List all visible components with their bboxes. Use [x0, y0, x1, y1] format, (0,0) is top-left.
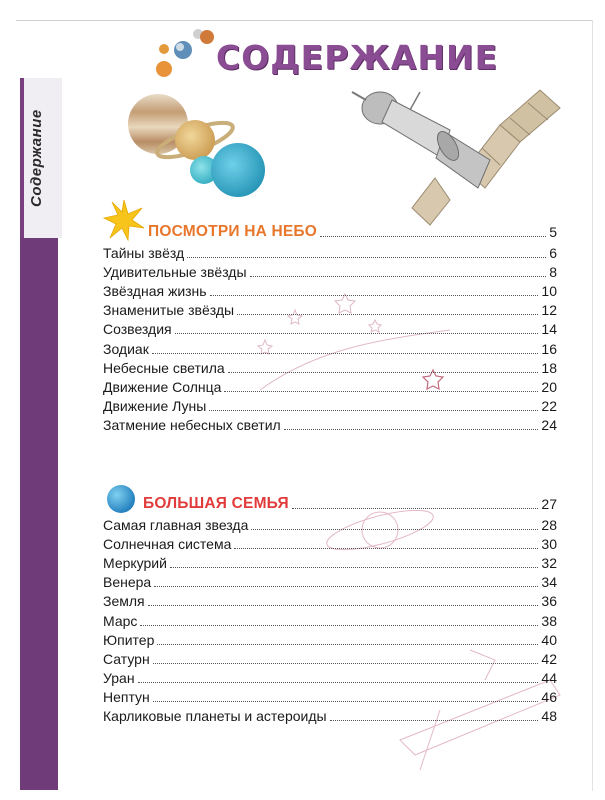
dot-leader [209, 410, 538, 411]
toc-item-label: Карликовые планеты и астероиды [103, 708, 327, 724]
toc-item-label: Зодиак [103, 340, 149, 357]
dot-leader [140, 625, 538, 626]
toc-item[interactable] [103, 515, 557, 534]
page-number: 20 [541, 378, 557, 395]
dot-leader [228, 372, 539, 373]
page-number: 18 [541, 359, 557, 376]
sun-icon [102, 198, 146, 242]
side-tab [20, 78, 62, 238]
side-tab-label: Содержание [28, 109, 45, 207]
section-heading[interactable] [148, 222, 557, 241]
dot-leader [284, 429, 539, 430]
toc-item-label: Движение Луны [103, 397, 207, 414]
toc-item[interactable] [103, 339, 557, 358]
dot-leader [187, 257, 546, 258]
page-title: СОДЕРЖАНИЕ [216, 38, 499, 77]
side-band [20, 238, 58, 790]
dot-leader [153, 701, 539, 702]
mars-icon [200, 30, 214, 44]
toc-item-label: Удивительные звёзды [103, 264, 247, 281]
dot-leader [251, 529, 538, 530]
toc-item-label: Солнечная система [103, 536, 232, 553]
dot-leader [148, 605, 539, 606]
page-number: 38 [541, 612, 557, 629]
page-number: 5 [549, 224, 557, 240]
page-number: 8 [549, 264, 557, 281]
neptune-icon [211, 143, 265, 197]
toc-item[interactable] [103, 687, 557, 706]
page-number: 34 [541, 574, 557, 591]
toc-item[interactable] [103, 591, 557, 610]
spacecraft-illustration [350, 70, 575, 230]
dot-leader [152, 353, 539, 354]
dot-leader [175, 333, 539, 334]
toc-item-label: Движение Солнца [103, 378, 222, 395]
toc-item-label: Уран [103, 669, 135, 686]
soyuz-icon [352, 90, 560, 225]
saturn-icon [175, 120, 215, 160]
toc-item[interactable] [103, 358, 557, 377]
dot-leader [330, 720, 539, 721]
toc-item[interactable] [103, 415, 557, 434]
toc-item[interactable] [103, 243, 557, 262]
toc-item-label: Знаменитые звёзды [103, 302, 235, 319]
toc-item[interactable] [103, 611, 557, 630]
toc-item-label: Звёздная жизнь [103, 283, 207, 300]
dot-leader [224, 391, 538, 392]
toc-item[interactable] [103, 630, 557, 649]
page-number: 40 [541, 631, 557, 648]
toc-item[interactable] [103, 319, 557, 338]
dot-leader [292, 508, 539, 509]
toc-item[interactable] [103, 281, 557, 300]
planet-icon [104, 482, 138, 516]
toc-item-label: Юпитер [103, 631, 155, 648]
page-number: 6 [549, 245, 557, 261]
dot-leader [237, 314, 538, 315]
dot-leader [154, 586, 538, 587]
section-heading[interactable] [143, 494, 557, 513]
page-number: 16 [541, 340, 557, 357]
page-number: 46 [541, 688, 557, 705]
orange-planet-icon [159, 44, 169, 54]
page-number: 22 [541, 397, 557, 414]
dot-leader [320, 236, 546, 237]
dot-leader [250, 276, 547, 277]
dot-leader [234, 548, 538, 549]
toc-item-label: Затмение небесных светил [103, 416, 281, 433]
toc-item[interactable] [103, 396, 557, 415]
toc-item-label: Меркурий [103, 555, 167, 572]
page-number: 32 [541, 555, 557, 572]
toc-item-label: Венера [103, 574, 152, 591]
toc-item[interactable] [103, 262, 557, 281]
toc-item[interactable] [103, 553, 557, 572]
toc-item[interactable] [103, 377, 557, 396]
toc-item-label: Небесные светила [103, 359, 225, 376]
toc-item[interactable] [103, 706, 557, 725]
page-number: 27 [541, 496, 557, 512]
toc-item[interactable] [103, 572, 557, 591]
dot-leader [210, 295, 539, 296]
toc-item-label: Марс [103, 612, 138, 629]
page-number: 48 [541, 708, 557, 724]
toc-item-label: Тайны звёзд [103, 245, 185, 261]
page-number: 24 [541, 416, 557, 433]
toc-item-label: Самая главная звезда [103, 517, 249, 533]
page-number: 10 [541, 283, 557, 300]
page-number: 42 [541, 650, 557, 667]
section-title: БОЛЬШАЯ СЕМЬЯ [143, 495, 289, 512]
toc-item[interactable] [103, 534, 557, 553]
toc-item-label: Созвездия [103, 321, 172, 338]
page-number: 36 [541, 593, 557, 610]
earth-icon [174, 41, 192, 59]
small-planets-illustration [150, 22, 225, 84]
dot-leader [138, 682, 539, 683]
page-number: 30 [541, 536, 557, 553]
page-number: 14 [541, 321, 557, 338]
dot-leader [170, 567, 538, 568]
page-number: 44 [541, 669, 557, 686]
page-number: 28 [541, 517, 557, 533]
dot-leader [153, 663, 539, 664]
toc-item[interactable] [103, 300, 557, 319]
toc-item[interactable] [103, 649, 557, 668]
dot-leader [157, 644, 538, 645]
toc-item-label: Нептун [103, 688, 150, 705]
toc-item[interactable] [103, 668, 557, 687]
small-orange-icon [156, 61, 172, 77]
section-title: ПОСМОТРИ НА НЕБО [148, 223, 318, 240]
toc-item-label: Земля [103, 593, 145, 610]
page-number: 12 [541, 302, 557, 319]
planets-illustration [120, 92, 270, 202]
toc-item-label: Сатурн [103, 650, 150, 667]
